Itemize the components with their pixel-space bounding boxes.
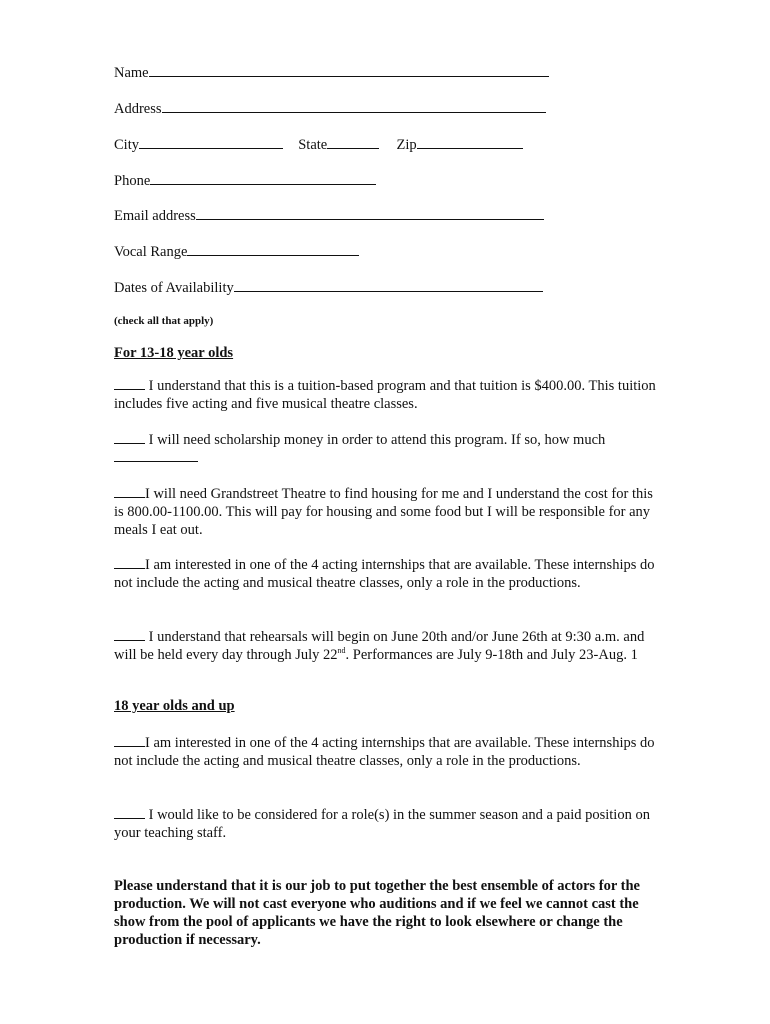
email-field bbox=[114, 207, 544, 225]
teens-item-rehearsals bbox=[114, 628, 659, 664]
scholarship-amount-line[interactable] bbox=[114, 449, 198, 462]
adults-item-role bbox=[114, 806, 659, 842]
zip-input-line[interactable] bbox=[417, 136, 523, 149]
adults-item-internship bbox=[114, 734, 659, 770]
casting-disclaimer: Please understand that it is our job to put together the best ensemble of actors for the production. We will not cast everyone who auditions and if we feel we cannot cast the show from the pool of applicants we have the right to look elsewhere or change the production if necessary. bbox=[114, 878, 640, 948]
email-input-line[interactable] bbox=[196, 207, 544, 220]
phone-input-line[interactable] bbox=[150, 172, 376, 185]
item-text: I am interested in one of the 4 acting internships that are available. These internships do not include the acting and musical theatre classes, only a role in the productions. bbox=[114, 735, 655, 769]
teens-item-internship bbox=[114, 556, 659, 592]
email-label: Email address bbox=[114, 208, 196, 224]
ordinal-suffix: nd bbox=[337, 646, 346, 656]
item-text: I understand that rehearsals will begin on June 20th and/or June 26th at 9:30 a.m. and will be held every day through July 22 bbox=[114, 629, 645, 663]
section-heading-adults: 18 year olds and up bbox=[114, 698, 235, 714]
item-text: I would like to be considered for a role(s) in the summer season and a paid position on your teaching staff. bbox=[114, 807, 650, 841]
vocal-range-label: Vocal Range bbox=[114, 244, 188, 260]
checkbox-line[interactable] bbox=[114, 431, 145, 444]
item-text: I will need Grandstreet Theatre to find housing for me and I understand the cost for this is 800.00-1100.00. This will pay for housing and some food but I will be responsible for any meals I eat out. bbox=[114, 486, 653, 538]
name-label: Name bbox=[114, 65, 149, 81]
checkbox-line[interactable] bbox=[114, 806, 145, 819]
city-input-line[interactable] bbox=[139, 136, 283, 149]
zip-label: Zip bbox=[396, 137, 417, 153]
item-text: I will need scholarship money in order to attend this program. If so, how much bbox=[145, 432, 606, 448]
checkbox-line[interactable] bbox=[114, 556, 145, 569]
city-state-zip-row bbox=[114, 136, 523, 154]
teens-item-tuition bbox=[114, 377, 659, 413]
name-input-line[interactable] bbox=[149, 64, 549, 77]
check-instruction: (check all that apply) bbox=[114, 315, 214, 327]
address-field bbox=[114, 100, 546, 118]
address-input-line[interactable] bbox=[162, 100, 546, 113]
city-label: City bbox=[114, 137, 139, 153]
teens-item-scholarship bbox=[114, 431, 659, 467]
checkbox-line[interactable] bbox=[114, 734, 145, 747]
availability-field bbox=[114, 279, 543, 297]
vocal-range-field bbox=[114, 243, 359, 261]
availability-input-line[interactable] bbox=[234, 279, 543, 292]
address-label: Address bbox=[114, 101, 162, 117]
state-input-line[interactable] bbox=[327, 136, 379, 149]
phone-label: Phone bbox=[114, 173, 151, 189]
item-text: I am interested in one of the 4 acting internships that are available. These internships do not include the acting and musical theatre classes, only a role in the productions. bbox=[114, 557, 655, 591]
section-heading-teens: For 13-18 year olds bbox=[114, 345, 234, 361]
teens-item-housing bbox=[114, 485, 659, 539]
state-label: State bbox=[298, 137, 328, 153]
checkbox-line[interactable] bbox=[114, 377, 145, 390]
checkbox-line[interactable] bbox=[114, 485, 145, 498]
item-text-continued: . Performances are July 9-18th and July 23-Aug. 1 bbox=[345, 647, 638, 663]
checkbox-line[interactable] bbox=[114, 628, 145, 641]
phone-field bbox=[114, 172, 376, 190]
availability-label: Dates of Availability bbox=[114, 280, 234, 296]
name-field bbox=[114, 64, 549, 82]
item-text: I understand that this is a tuition-based program and that tuition is $400.00. This tuition includes five acting and five musical theatre classes. bbox=[114, 378, 656, 412]
vocal-range-input-line[interactable] bbox=[187, 243, 359, 256]
